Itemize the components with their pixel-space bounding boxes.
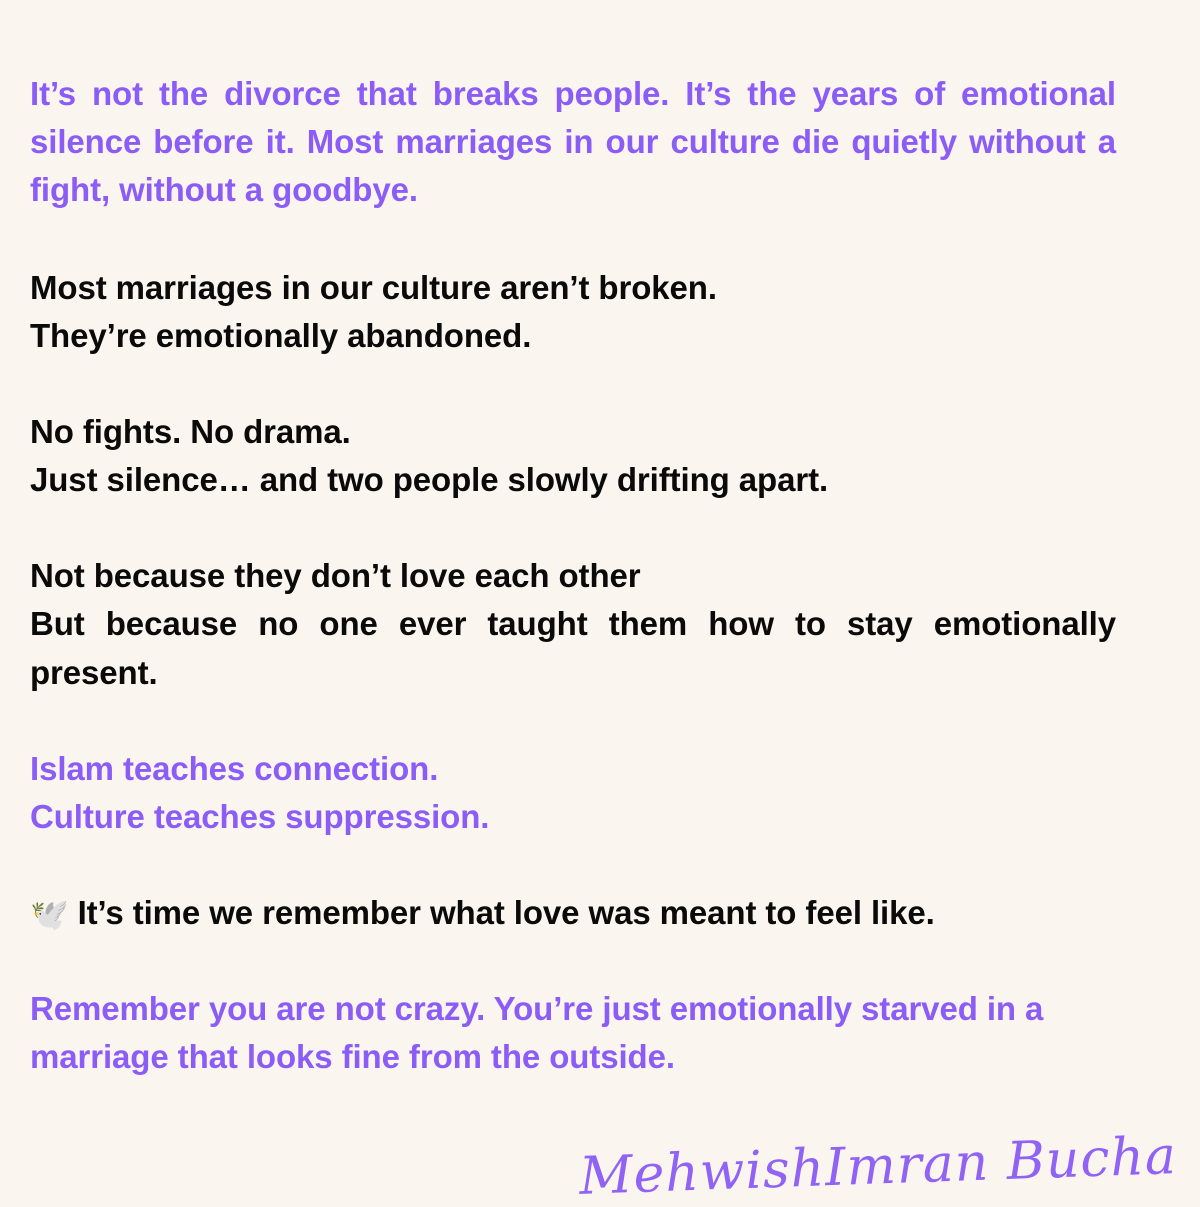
body-paragraph-1	[30, 264, 1116, 360]
body-line: Culture teaches suppression.	[30, 797, 490, 835]
body-line: Just silence… and two people slowly drifting apart.	[30, 461, 829, 499]
body-line: Not because they don’t love each other	[30, 557, 641, 595]
outro-paragraph: Remember you are not crazy. You’re just emotionally starved in a marriage that looks fine from the outside.	[30, 990, 1044, 1076]
spacer	[30, 360, 1116, 408]
dove-icon: 🕊️	[30, 897, 69, 933]
spacer	[30, 504, 1116, 552]
body-line: But because no one ever taught them how to stay emotionally present.	[30, 605, 1116, 691]
signature: MehwishImran Bucha	[578, 1126, 1178, 1207]
body-paragraph-4	[30, 745, 1116, 841]
body-line: No fights. No drama.	[30, 412, 351, 450]
body-line: They’re emotionally abandoned.	[30, 316, 532, 354]
body-paragraph-2	[30, 408, 1116, 504]
spacer	[30, 697, 1116, 745]
spacer	[30, 937, 1116, 985]
body-line: Most marriages in our culture aren’t broken.	[30, 268, 717, 306]
closing-line: It’s time we remember what love was meant to feel like.	[77, 894, 935, 932]
closing-paragraph	[30, 889, 1116, 937]
body-line: Islam teaches connection.	[30, 749, 439, 787]
spacer	[30, 215, 1116, 264]
spacer	[30, 841, 1116, 889]
intro-paragraph: It’s not the divorce that breaks people. It’s the years of emotional silence before it. Most marriages in our culture die quietly without a fight, without a goodbye.	[30, 75, 1116, 209]
body-paragraph-3	[30, 552, 1116, 697]
